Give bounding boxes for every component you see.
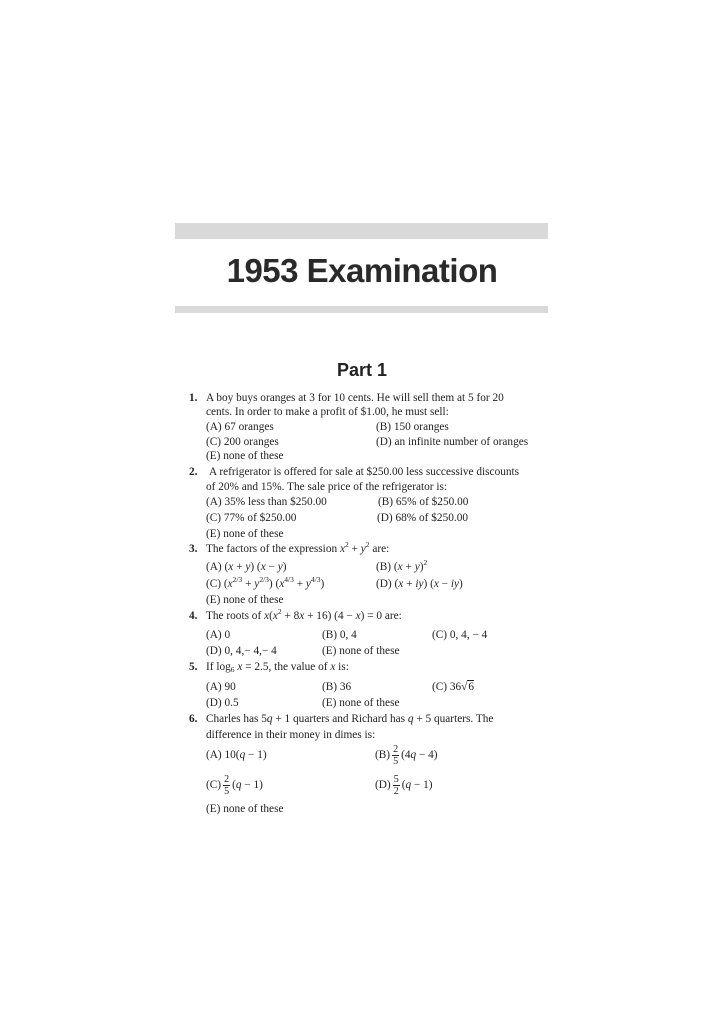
question-6-option-b: (B) $\frac{2}{5}$ (4q − 4) — [375, 744, 438, 767]
question-2-option-a: (A) 35% less than $250.00 — [206, 496, 327, 508]
question-number: 4. — [189, 610, 198, 622]
question-2-option-d: (D) 68% of $250.00 — [377, 512, 468, 524]
question-4-option-a: (A) 0 — [206, 629, 231, 641]
question-3-option-e: (E) none of these — [206, 594, 284, 606]
question-5-option-e: (E) none of these — [322, 697, 400, 709]
question-1-option-d: (D) an infinite number of oranges — [376, 436, 529, 448]
question-4-stem-line-1: The roots of $x(x^2 + 8x + 16) (4 - x) = 0$ are: — [206, 607, 402, 622]
fraction-two-fifths: $\frac{2}{5}$ — [393, 744, 399, 767]
question-5-option-d: (D) 0.5 — [206, 697, 239, 709]
question-6-stem-line-1: Charles has 5q + 1 quarters and Richard has q + 5 quarters. The — [206, 713, 494, 725]
question-1-option-c: (C) 200 oranges — [206, 436, 279, 448]
question-3-option-d: (D) (x + iy) (x − iy) — [376, 578, 463, 590]
question-1-stem-line-2: cents. In order to make a profit of $1.00, he must sell: — [206, 406, 449, 418]
question-2-stem-line-1: A refrigerator is offered for sale at $250.00 less successive discounts — [209, 466, 520, 478]
question-3-option-a: (A) (x + y) (x − y) — [206, 561, 287, 573]
question-6-option-a: (A) 10(q − 1) — [206, 749, 267, 761]
question-1-option-e: (E) none of these — [206, 450, 284, 462]
question-4-option-d: (D) 0, 4,− 4,− 4 — [206, 645, 277, 657]
question-4-option-e: (E) none of these — [322, 645, 400, 657]
question-4-option-c: (C) 0, 4, − 4 — [432, 629, 488, 641]
question-3-option-c: (C) $(x^{2/3} + y^{2/3}) (x^{4/3} + y^{4/3})$ — [206, 575, 325, 590]
question-3-stem-line-1: The factors of the expression $x^2 + y^2$ are: — [206, 540, 390, 555]
section-heading: Part 1 — [336, 360, 388, 380]
question-1-stem-line-1: A boy buys oranges at 3 for 10 cents. He will sell them at 5 for 20 — [206, 392, 504, 404]
question-3-option-b: (B) $(x + y)^2$ — [376, 558, 428, 573]
header-rule-top — [175, 223, 548, 239]
page-title: 1953 Examination — [226, 252, 498, 289]
question-6-option-c: (C) $\frac{2}{5}$ (q − 1) — [206, 774, 263, 797]
question-number: 1. — [189, 392, 198, 404]
question-5-option-c: (C) 36√6 — [432, 681, 475, 693]
question-6-option-d: (D) $\frac{5}{2}$ (q − 1) — [375, 774, 433, 797]
question-2-option-b: (B) 65% of $250.00 — [378, 496, 469, 508]
question-number: 3. — [189, 543, 198, 555]
question-5-option-b: (B) 36 — [322, 681, 352, 693]
question-1-option-b: (B) 150 oranges — [376, 421, 449, 433]
question-number: 5. — [189, 661, 198, 673]
question-2-option-c: (C) 77% of $250.00 — [206, 512, 297, 524]
question-1-option-a: (A) 67 oranges — [206, 421, 274, 433]
question-5-option-a: (A) 90 — [206, 681, 236, 693]
fraction-two-fifths: $\frac{2}{5}$ — [224, 774, 230, 797]
question-6-option-e: (E) none of these — [206, 803, 284, 815]
header-rule-bottom — [175, 306, 548, 313]
question-number: 2. — [189, 466, 198, 478]
question-2-option-e: (E) none of these — [206, 528, 284, 540]
question-number: 6. — [189, 713, 198, 725]
question-5-stem-line-1: If $\log_6 x = 2.5$, the value of x is: — [206, 661, 349, 674]
question-4-option-b: (B) 0, 4 — [322, 629, 357, 641]
fraction-five-halves: $\frac{5}{2}$ — [393, 774, 399, 797]
question-2-stem-line-2: of 20% and 15%. The sale price of the refrigerator is: — [206, 481, 448, 493]
question-6-stem-line-2: difference in their money in dimes is: — [206, 729, 376, 741]
